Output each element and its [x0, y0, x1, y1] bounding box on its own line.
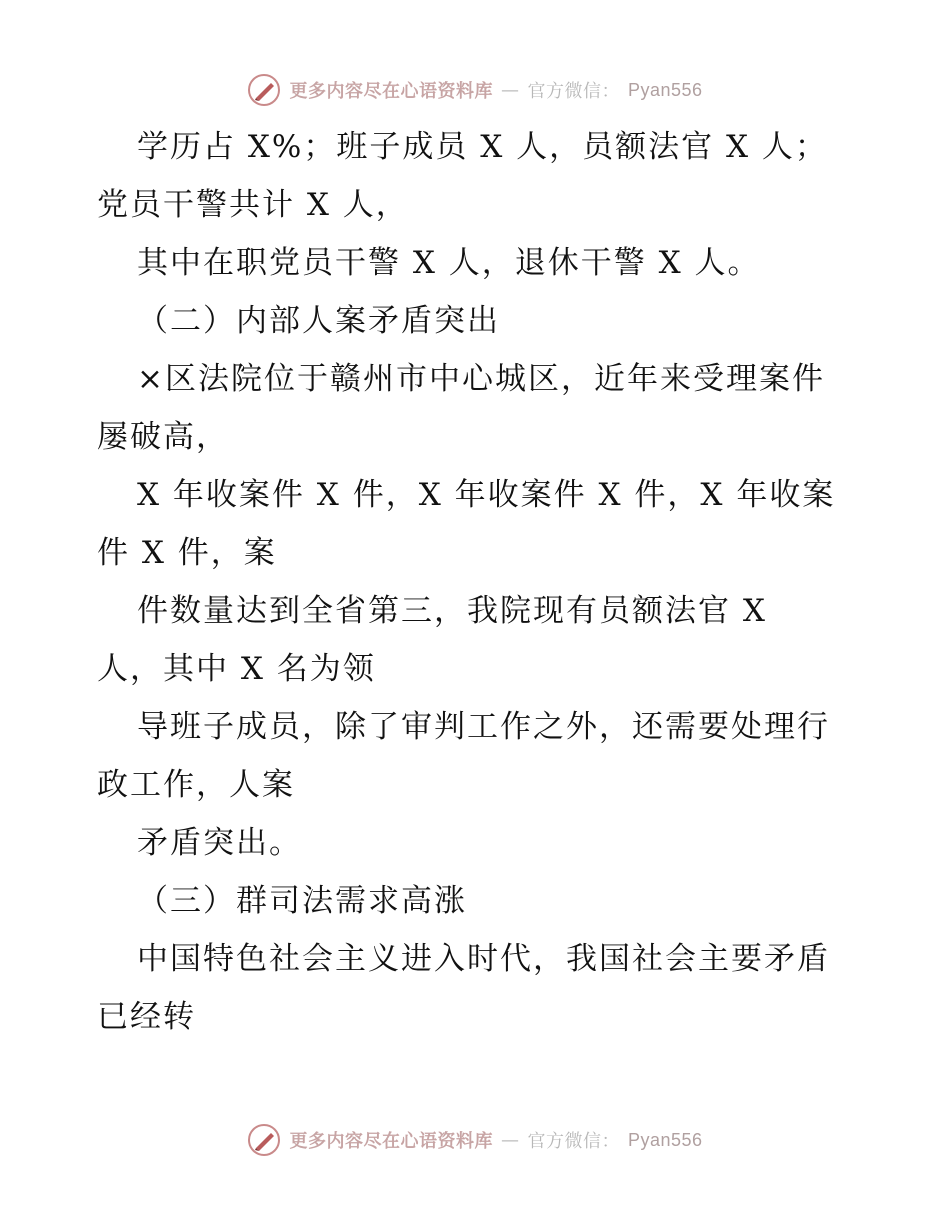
text-line: 屡破高，	[97, 419, 229, 455]
text-line: 件数量达到全省第三，我院现有员额法官 X	[137, 593, 767, 629]
text-line: ×区法院位于赣州市中心城区，近年来受理案件	[137, 361, 825, 397]
footer-watermark	[0, 1120, 950, 1160]
text-line: 中国特色社会主义进入时代，我国社会主要矛盾	[137, 941, 830, 977]
text-line: 人，其中 X 名为领	[97, 651, 376, 687]
text-line: 导班子成员，除了审判工作之外，还需要处理行	[137, 709, 830, 745]
text-line: X 年收案件 X 件，X 年收案件 X 件，X 年收案	[137, 477, 836, 513]
section-heading: （二）内部人案矛盾突出	[137, 303, 500, 339]
watermark-dash: —	[500, 1129, 520, 1151]
text-line: 已经转	[97, 999, 196, 1035]
section-heading: （三）群司法需求高涨	[137, 883, 467, 919]
watermark-wechat-id: Pyan556	[627, 1129, 703, 1150]
pen-seal-icon	[247, 73, 281, 107]
header-watermark	[0, 70, 950, 110]
watermark-official-text: 官方微信：	[527, 1131, 620, 1152]
text-line: 其中在职党员干警 X 人，退休干警 X 人。	[137, 245, 761, 281]
text-line: 件 X 件，案	[97, 535, 277, 571]
watermark-dash: —	[500, 79, 520, 101]
text-line: 矛盾突出。	[137, 825, 302, 861]
watermark-site-text: 更多内容尽在心语资料库	[289, 81, 493, 102]
watermark-site-text: 更多内容尽在心语资料库	[289, 1131, 493, 1152]
watermark-official-text: 官方微信：	[527, 81, 620, 102]
text-line: 学历占 X%；班子成员 X 人，员额法官 X 人；	[137, 129, 828, 165]
document-body	[97, 118, 857, 1046]
text-line: 政工作，人案	[97, 767, 295, 803]
text-line: 党员干警共计 X 人，	[97, 187, 409, 223]
watermark-wechat-id: Pyan556	[627, 79, 703, 100]
pen-seal-icon	[247, 1123, 281, 1157]
